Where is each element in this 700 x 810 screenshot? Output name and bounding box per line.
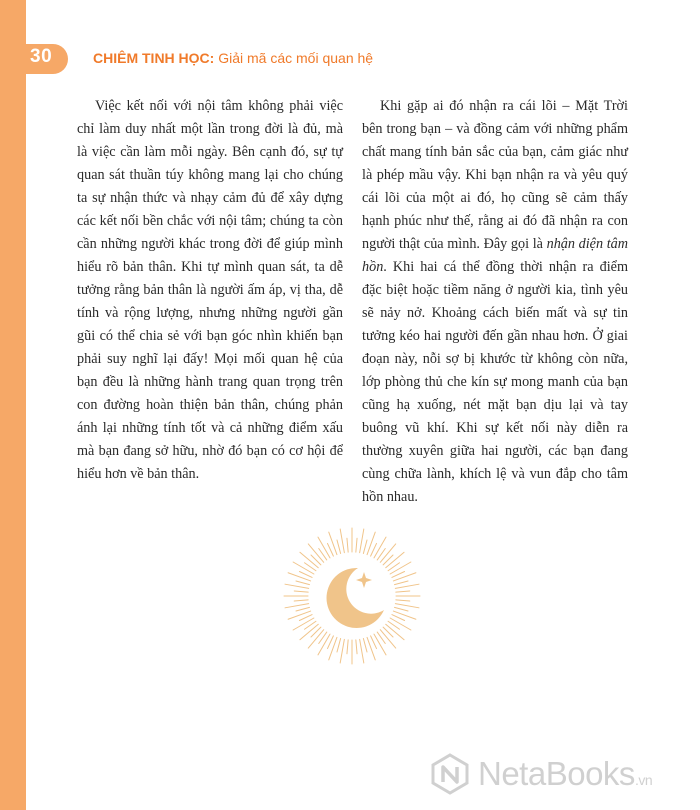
sun-ray [390, 618, 411, 630]
sun-ray [294, 591, 308, 592]
sun-ray [393, 611, 416, 619]
sun-ray [340, 639, 344, 663]
sun-ray [337, 639, 341, 653]
sun-ray [396, 591, 410, 592]
sun-ray [329, 637, 337, 660]
sun-ray [360, 639, 364, 663]
sun-ray [374, 634, 386, 655]
sun-ray [363, 540, 367, 554]
sun-ray [340, 529, 344, 553]
sun-ray [395, 607, 409, 611]
header-title: CHIÊM TINH HỌC: [93, 50, 215, 66]
sun-ray [393, 573, 416, 581]
sun-ray [395, 581, 409, 585]
sun-ray [318, 634, 330, 655]
header-subtitle: Giải mã các mối quan hệ [218, 50, 374, 66]
sun-ray [360, 529, 364, 553]
right-column-paragraph [362, 95, 628, 509]
sun-ray [347, 640, 348, 654]
sun-ray [390, 562, 411, 574]
sun-ray [367, 637, 375, 660]
sun-ray [293, 562, 314, 574]
watermark-text: NetaBooks [478, 755, 635, 792]
running-header [93, 50, 373, 66]
sun-ray [318, 537, 330, 558]
netabooks-logo-icon [428, 752, 472, 796]
watermark [428, 750, 698, 798]
sun-ray [288, 573, 311, 581]
sun-ray [395, 604, 419, 608]
page-number: 30 [30, 46, 53, 67]
sun-ray [347, 538, 348, 552]
sun-ray [395, 584, 419, 588]
watermark-suffix: .vn [634, 772, 653, 788]
left-column-paragraph: Việc kết nối với nội tâm không phải việc chỉ làm duy nhất một lần trong đời là đủ, mà là việc cần làm mỗi ngày. Bên cạnh đó, sự tự quan sát thuần túy không mang lại cho chúng ta sự nhận thức và nhạy cảm đủ để xây dựng các kết nối bền chắc với nội tâm; chúng ta còn cần những người khác trong đời để giúp mình hiểu rõ bản thân. Khi tự mình quan sát, ta dễ tưởng rằng bản thân là người ấm áp, vị tha, dễ tính và rộng lượng, nhưng những người gần gũi có thể chia sẻ với bạn góc nhìn khiến bạn phải suy nghĩ lại đấy! Mọi mối quan hệ của bạn đều là những hành trang quan trọng trên con đường hoàn thiện bản thân, chúng phản ánh lại những tính tốt và cả những điểm xấu mà bạn đang sở hữu, nhờ đó bạn có cơ hội để hiểu hơn về bản thân. [77, 98, 343, 482]
sun-ray [285, 584, 309, 588]
sun-ray [329, 532, 337, 555]
sun-ray [293, 618, 314, 630]
sun-ray [356, 538, 357, 552]
right-text-before: Khi gặp ai đó nhận ra cái lõi – Mặt Trời bên trong bạn – và đồng cảm với những phẩm chất mang tính bản sắc của bạn, cảm giác như là phép mầu vậy. Khi bạn nhận ra và yêu quý cái lõi của một ai đó, họ cũng sẽ cảm thấy hạnh phúc như thế, rằng ai đó đã nhận ra con người thật của mình. Đây gọi là [362, 98, 628, 252]
side-accent-bar [0, 0, 26, 810]
right-text-emphasis: nhận diện tâm hồn [362, 236, 628, 275]
sun-ray [337, 540, 341, 554]
sun-ray [294, 600, 308, 601]
sun-ray [296, 581, 310, 585]
sun-moon-icon [282, 526, 422, 666]
sun-ray [296, 607, 310, 611]
sun-ray [374, 537, 386, 558]
sun-ray [288, 611, 311, 619]
sun-ray [285, 604, 309, 608]
sun-ray [356, 640, 357, 654]
sun-ray [363, 639, 367, 653]
sun-ray [367, 532, 375, 555]
right-text-after: . Khi hai cá thể đồng thời nhận ra điểm đặc biệt hoặc tiềm năng ở người kia, tình yêu sẽ nảy nở. Khoảng cách biến mất và sự tin tưởng kéo hai người đến gần nhau hơn. Ở giai đoạn này, nỗi sợ bị khước từ không còn nữa, lớp phòng thủ che kín sự mong manh của bạn cũng hạ xuống, nét mặt bạn dịu lại và tay buông vũ khí. Khi sự kết nối này diễn ra thường xuyên giữa hai người, các bạn đang cùng chữa lành, khích lệ và vun đắp cho tâm hồn nhau. [362, 259, 628, 505]
sun-ray [396, 600, 410, 601]
